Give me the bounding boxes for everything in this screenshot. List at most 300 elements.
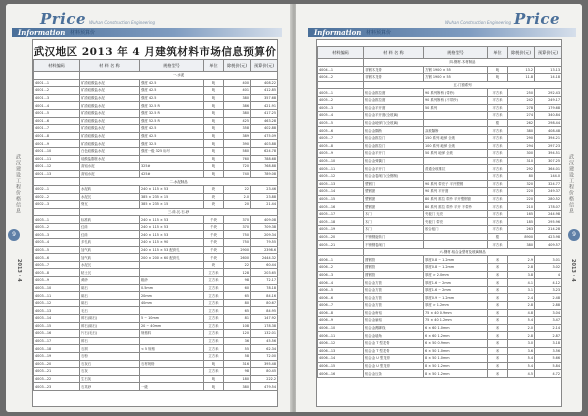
- unit: 块: [204, 185, 224, 193]
- row-code: 4006...10: [318, 324, 364, 332]
- row-code: 4003...11: [34, 292, 80, 300]
- budget-price: 768.88: [251, 163, 278, 171]
- price-excl-tax: 370: [224, 216, 251, 224]
- spec: [424, 112, 488, 120]
- table-row: [34, 132, 278, 140]
- unit: 吨: [204, 375, 224, 383]
- spec: 40mm: [140, 299, 204, 307]
- price-excl-tax: 320: [508, 180, 535, 188]
- row-code: 4001...2: [34, 87, 80, 95]
- budget-price: 340.84: [535, 112, 562, 120]
- budget-price: 23.46: [251, 185, 278, 193]
- price-excl-tax: 290: [508, 134, 535, 142]
- left-side-text: 武汉建设工程价格信息: [15, 154, 21, 214]
- material-name: 水泥砖: [80, 185, 140, 193]
- section-heading-row: [34, 72, 278, 80]
- unit: 吨: [488, 66, 508, 74]
- row-code: [34, 72, 80, 80]
- material-name: 石屑: [80, 345, 140, 353]
- material-name: 塑钢窗: [364, 203, 424, 211]
- unit: 立方米: [204, 299, 224, 307]
- price-excl-tax: 5.4: [508, 355, 535, 363]
- budget-price: 214.28: [535, 226, 562, 234]
- budget-price: 395.48: [251, 360, 278, 368]
- table-row: [318, 279, 562, 287]
- row-code: 4005...1: [318, 89, 364, 97]
- budget-price: 475.09: [251, 132, 278, 140]
- material-name: 铝合金踢脚线: [364, 324, 424, 332]
- budget-price: 408.48: [535, 127, 562, 135]
- spec: 强度 42.5: [140, 87, 204, 95]
- table-row: [34, 277, 278, 285]
- price-excl-tax: 400: [224, 79, 251, 87]
- row-code: 4001...7: [34, 125, 80, 133]
- budget-price: 417.25: [251, 109, 278, 117]
- material-name: 高铝水泥: [80, 170, 140, 178]
- table-row: [34, 352, 278, 360]
- price-excl-tax: 13.2: [508, 66, 535, 74]
- spec: 6 × 50 1.0mm: [424, 347, 488, 355]
- material-name: 铝合金平开门: [364, 165, 424, 173]
- table-row: [34, 79, 278, 87]
- budget-price: 4: [535, 271, 562, 279]
- row-code: 4006...9: [318, 317, 364, 325]
- table-row: [34, 231, 278, 239]
- spec: 80 系列 推拉 带纱 平开 不带纱: [424, 203, 488, 211]
- row-code: 4006...6: [318, 294, 364, 302]
- spec: 厚度1.6 ~ 2mm: [424, 279, 488, 287]
- unit: 吨: [488, 74, 508, 82]
- unit: 立方米: [204, 330, 224, 338]
- budget-price: 409.57: [535, 241, 562, 249]
- row-code: 4003...4: [34, 239, 80, 247]
- row-code: 4003...2: [34, 223, 80, 231]
- material-name: 矿渣硅酸盐水泥: [80, 125, 140, 133]
- material-name: 加气砖: [80, 246, 140, 254]
- price-excl-tax: 380: [224, 109, 251, 117]
- unit: 千块: [204, 231, 224, 239]
- spec: 200 × 200 × 60 配套孔: [140, 254, 204, 262]
- budget-price: 788.68: [251, 155, 278, 163]
- unit: 立方米: [204, 307, 224, 315]
- table-row: [34, 345, 278, 353]
- price-excl-tax: 36: [224, 337, 251, 345]
- unit: 米: [488, 309, 508, 317]
- brand-title-right: Price: [514, 10, 561, 28]
- price-excl-tax: 128: [224, 269, 251, 277]
- spec: [140, 352, 204, 360]
- section-heading-row: [318, 81, 562, 89]
- budget-price: 79.55: [251, 239, 278, 247]
- price-excl-tax: 220: [508, 188, 535, 196]
- spec: 75 × 40 0.9mm: [424, 309, 488, 317]
- price-excl-tax: 274: [508, 112, 535, 120]
- section-heading-row: [318, 59, 562, 67]
- budget-price: 62.34: [251, 345, 278, 353]
- budget-price: 409.08: [251, 216, 278, 224]
- budget-price: 3.18: [535, 339, 562, 347]
- budget-price: 132.01: [251, 330, 278, 338]
- price-excl-tax: 262: [508, 119, 535, 127]
- left-page: [6, 4, 292, 412]
- table-row: [318, 180, 562, 188]
- spec: 6 × 60 1.0mm: [424, 324, 488, 332]
- price-excl-tax: 358: [224, 125, 251, 133]
- unit: 吨: [204, 147, 224, 155]
- column-header: 材料编码: [318, 47, 364, 59]
- material-name: 白色硅酸盐水泥: [80, 147, 140, 155]
- brand-logo-left: [40, 10, 158, 28]
- row-code: 4003...17: [34, 337, 80, 345]
- row-code: 4006...7: [318, 302, 364, 310]
- budget-price: 280.52: [535, 195, 562, 203]
- budget-price: 297.23: [535, 142, 562, 150]
- spec: 方钢 1900 × 55: [424, 66, 488, 74]
- spec: 石材规格: [140, 360, 204, 368]
- budget-price: 2.87: [535, 332, 562, 340]
- unit: 立方米: [204, 284, 224, 292]
- spec: 夹板门 带亮: [424, 218, 488, 226]
- row-code: 4005...6: [318, 127, 364, 135]
- price-excl-tax: 4.8: [508, 309, 535, 317]
- unit: 平方米: [488, 165, 508, 173]
- material-name: 铝合金推拉窗: [364, 89, 424, 97]
- unit: 平方米: [488, 241, 508, 249]
- spec: 240 × 115 × 53: [140, 223, 204, 231]
- material-name: 矿渣硅酸盐水泥: [80, 117, 140, 125]
- budget-price: 463.28: [251, 117, 278, 125]
- unit: 平方米: [488, 203, 508, 211]
- unit: 平方米: [488, 210, 508, 218]
- material-name: 木门: [364, 210, 424, 218]
- price-excl-tax: 5.4: [508, 362, 535, 370]
- table-row: [318, 302, 562, 310]
- price-excl-tax: 294: [508, 142, 535, 150]
- budget-price: 357.68: [251, 94, 278, 102]
- unit: 吨: [204, 360, 224, 368]
- table-row: [34, 223, 278, 231]
- material-name: 石粉: [80, 352, 140, 360]
- unit: 吨: [204, 140, 224, 148]
- material-name: 铝合金 T 型龙骨: [364, 347, 424, 355]
- row-code: 4006...2: [318, 264, 364, 272]
- spec: 150 系列 地弹 全玻: [424, 134, 488, 142]
- material-name: 铝合金方管: [364, 286, 424, 294]
- price-excl-tax: 185: [508, 218, 535, 226]
- spec: 240 × 115 × 53: [140, 216, 204, 224]
- spec: 强度 42.5: [140, 125, 204, 133]
- material-name: 石灰: [80, 368, 140, 376]
- price-excl-tax: 380: [508, 241, 535, 249]
- row-code: 4005...10: [318, 157, 364, 165]
- table-row: [318, 203, 562, 211]
- column-header: 材 料 名 称: [364, 47, 424, 59]
- unit: 米: [488, 332, 508, 340]
- table-row: [34, 94, 278, 102]
- spec: [140, 337, 204, 345]
- table-row: [34, 254, 278, 262]
- row-code: 4003...23: [34, 383, 80, 391]
- unit: 吨: [204, 163, 224, 171]
- table-row: [318, 157, 562, 165]
- table-row: [34, 239, 278, 247]
- spec: 5 ~ 10mm: [140, 315, 204, 323]
- row-code: 4003...12: [34, 299, 80, 307]
- budget-price: 179.68: [535, 104, 562, 112]
- unit: 千块: [204, 223, 224, 231]
- price-excl-tax: 720: [224, 163, 251, 171]
- row-code: 4004...1: [318, 66, 364, 74]
- material-name: 碎石(砾石): [80, 322, 140, 330]
- row-code: 4001...12: [34, 163, 80, 171]
- price-excl-tax: 380: [508, 127, 535, 135]
- table-row: [318, 226, 562, 234]
- price-excl-tax: 2.9: [508, 256, 535, 264]
- table-row: [318, 347, 562, 355]
- row-code: 4001...6: [34, 117, 80, 125]
- budget-price: 789.08: [251, 170, 278, 178]
- row-code: 4005...14: [318, 188, 364, 196]
- budget-price: 421.91: [251, 102, 278, 110]
- table-row: [318, 104, 562, 112]
- material-name: 塑钢窗: [364, 195, 424, 203]
- row-code: 4001...3: [34, 94, 80, 102]
- material-name: 片石(毛石): [80, 330, 140, 338]
- unit: 米: [488, 339, 508, 347]
- table-row: [34, 140, 278, 148]
- section-heading: 五.门窗系列: [364, 81, 562, 89]
- left-price-sheet: [32, 39, 278, 407]
- row-code: 4003...9: [34, 277, 80, 285]
- spec: 厚度0.8 ~ 1.2mm: [424, 264, 488, 272]
- material-name: 非钢木龙骨: [364, 66, 424, 74]
- spec: 385 × 235 × 15: [140, 201, 204, 209]
- budget-price: 72.00: [251, 352, 278, 360]
- material-name: 砾石: [80, 292, 140, 300]
- right-page-tab: 9: [568, 229, 580, 241]
- table-row: [318, 309, 562, 317]
- spec: 80 系列 推拉 带纱 平开塑钢窗: [424, 195, 488, 203]
- right-year: 2013 · 4: [570, 259, 576, 282]
- spec: 强度 32.5 R: [140, 109, 204, 117]
- budget-price: 3.56: [535, 347, 562, 355]
- column-header: 单位: [488, 47, 508, 59]
- price-excl-tax: 370: [224, 223, 251, 231]
- material-name: 碎石: [80, 337, 140, 345]
- table-row: [34, 292, 278, 300]
- unit: 米: [488, 286, 508, 294]
- unit: 米: [488, 302, 508, 310]
- budget-price: 4.72: [535, 370, 562, 378]
- budget-price: 14.18: [535, 74, 562, 82]
- material-name: 加气砖: [80, 254, 140, 262]
- unit: 立方米: [204, 337, 224, 345]
- unit: 千块: [204, 246, 224, 254]
- unit: 樘: [488, 119, 508, 127]
- row-code: 4002...1: [34, 185, 80, 193]
- price-excl-tax: 580: [224, 147, 251, 155]
- table-row: [34, 117, 278, 125]
- material-name: 圆钢管: [364, 264, 424, 272]
- material-name: 水泥瓦: [80, 193, 140, 201]
- material-name: 木门: [364, 226, 424, 234]
- budget-price: 72.17: [251, 277, 278, 285]
- spec: 50 系列 地弹 全玻: [424, 150, 488, 158]
- table-row: [318, 339, 562, 347]
- material-name: 矿渣硅酸盐水泥: [80, 87, 140, 95]
- price-excl-tax: 80: [508, 172, 535, 180]
- column-header: 除税价(元): [224, 60, 251, 72]
- row-code: 4001...4: [34, 102, 80, 110]
- unit: 吨: [204, 125, 224, 133]
- row-code: 4003...19: [34, 352, 80, 360]
- unit: 立方米: [204, 315, 224, 323]
- budget-price: 3.04: [535, 309, 562, 317]
- section-bar-right: [308, 28, 576, 37]
- table-row: [34, 87, 278, 95]
- row-code: 4003...10: [34, 284, 80, 292]
- price-excl-tax: 65: [224, 307, 251, 315]
- table-row: [34, 368, 278, 376]
- brand-subtitle: Wuhan Construction Engineering: [89, 20, 156, 25]
- budget-price: 3.01: [535, 256, 562, 264]
- unit: 米: [488, 355, 508, 363]
- budget-price: 3.23: [535, 286, 562, 294]
- unit: 米: [488, 256, 508, 264]
- row-code: 4003...7: [34, 261, 80, 269]
- unit: 樘: [488, 233, 508, 241]
- row-code: 4005...9: [318, 150, 364, 158]
- unit: 平方米: [488, 188, 508, 196]
- unit: 平方米: [488, 157, 508, 165]
- table-row: [34, 322, 278, 330]
- row-code: 4002...2: [34, 193, 80, 201]
- book-spread: [6, 4, 582, 412]
- table-row: [318, 150, 562, 158]
- material-name: 粘土瓦: [80, 269, 140, 277]
- table-row: [318, 66, 562, 74]
- price-excl-tax: 292: [508, 165, 535, 173]
- budget-price: 244.98: [535, 210, 562, 218]
- spec: 粗砂: [140, 277, 204, 285]
- unit: 平方米: [488, 89, 508, 97]
- spec: 100 系列 地弹 全玻: [424, 142, 488, 150]
- budget-price: 5.84: [535, 362, 562, 370]
- unit: 立方米: [204, 322, 224, 330]
- column-header: 材 料 名 称: [80, 60, 140, 72]
- section-label: Information: [18, 28, 66, 37]
- row-code: 4001...8: [34, 132, 80, 140]
- unit: 立方米: [204, 269, 224, 277]
- spec: 胶合板门: [424, 226, 488, 234]
- material-name: 高铝水泥: [80, 163, 140, 171]
- row-code: 4005...4: [318, 112, 364, 120]
- material-name: 铝合金方管: [364, 279, 424, 287]
- material-name: 水泥瓦: [80, 261, 140, 269]
- row-code: 4006...12: [318, 339, 364, 347]
- spec: [424, 172, 488, 180]
- unit: 立方米: [204, 368, 224, 376]
- spec: 240 × 115 × 53: [140, 185, 204, 193]
- unit: 吨: [204, 170, 224, 178]
- row-code: [318, 59, 364, 67]
- price-excl-tax: 4.1: [508, 279, 535, 287]
- row-code: 4006...14: [318, 355, 364, 363]
- price-excl-tax: 2600: [224, 254, 251, 262]
- spec: [140, 269, 204, 277]
- price-excl-tax: 740: [224, 170, 251, 178]
- row-code: 4003...21: [34, 368, 80, 376]
- table-row: [34, 201, 278, 209]
- table-row: [34, 269, 278, 277]
- material-name: 石灰石: [80, 360, 140, 368]
- row-code: [34, 178, 80, 186]
- budget-price: 3.02: [535, 264, 562, 272]
- material-name: 黄砂: [80, 277, 140, 285]
- price-excl-tax: 425: [224, 117, 251, 125]
- unit: 块: [204, 201, 224, 209]
- material-name: 铝合金角铝: [364, 309, 424, 317]
- page-title: 武汉地区 2013 年 4 月建筑材料市场信息预算价: [33, 46, 277, 58]
- table-header-row: [318, 47, 562, 59]
- material-name: 不锈钢旋转门: [364, 233, 424, 241]
- material-name: 矿渣硅酸盐水泥: [80, 102, 140, 110]
- budget-price: 209.34: [251, 231, 278, 239]
- row-code: 4005...2: [318, 96, 364, 104]
- budget-price: 249.17: [535, 96, 562, 104]
- spec: 双玻隔断: [424, 127, 488, 135]
- row-code: 4006...1: [318, 256, 364, 264]
- price-excl-tax: 11.8: [508, 74, 535, 82]
- brand-logo-right: [442, 10, 560, 28]
- material-name: 铝合金推拉门: [364, 134, 424, 142]
- material-name: 多孔砖: [80, 239, 140, 247]
- spec: 50 系列: [424, 104, 488, 112]
- unit: 立方米: [204, 277, 224, 285]
- material-name: 标准砖: [80, 216, 140, 224]
- unit: 平方米: [488, 150, 508, 158]
- price-excl-tax: 316: [224, 360, 251, 368]
- table-row: [318, 317, 562, 325]
- material-name: 矿渣硅酸盐水泥: [80, 132, 140, 140]
- spec: 240 × 115 × 53 配套孔: [140, 246, 204, 254]
- brand-title: Price: [40, 10, 87, 28]
- budget-price: 408.22: [251, 79, 278, 87]
- unit: 平方米: [488, 172, 508, 180]
- price-excl-tax: 165: [508, 210, 535, 218]
- spec: 20 ~ 40mm: [140, 322, 204, 330]
- row-code: 4005...18: [318, 218, 364, 226]
- spec: 8 × 50 1.2mm: [424, 362, 488, 370]
- material-name: 砾石: [80, 299, 140, 307]
- row-code: 4001...5: [34, 109, 80, 117]
- row-code: 4001...9: [34, 140, 80, 148]
- spec: 240 × 115 × 53: [140, 231, 204, 239]
- budget-price: 2.14: [535, 324, 562, 332]
- price-excl-tax: 210: [508, 203, 535, 211]
- row-code: 4003...1: [34, 216, 80, 224]
- material-name: 非钢木龙骨: [364, 74, 424, 82]
- table-row: [318, 355, 562, 363]
- table-row: [34, 330, 278, 338]
- budget-price: 13.13: [535, 66, 562, 74]
- unit: 米: [488, 264, 508, 272]
- material-name: 铝合金平开窗: [364, 104, 424, 112]
- budget-price: 3.47: [535, 317, 562, 325]
- price-excl-tax: 5.4: [508, 317, 535, 325]
- table-row: [318, 256, 562, 264]
- budget-price: 298.44: [535, 119, 562, 127]
